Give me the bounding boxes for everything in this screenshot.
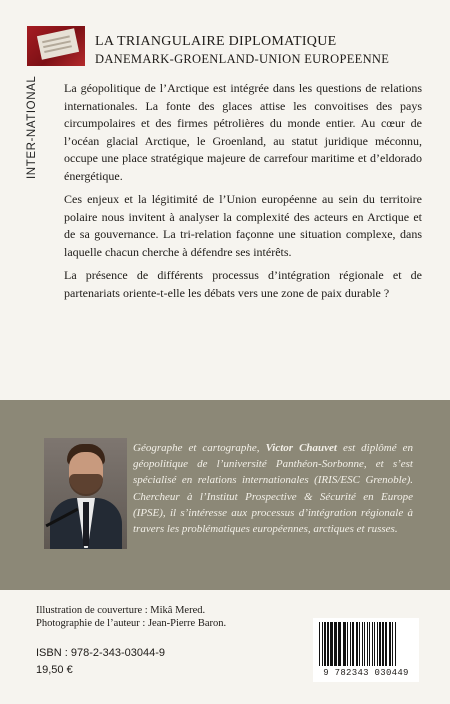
barcode-bar bbox=[389, 622, 391, 666]
barcode-bar bbox=[359, 622, 360, 666]
barcode-bars bbox=[317, 622, 415, 668]
author-bio-rest: est diplômé en géopolitique de l’université Panthéon-Sorbonne, et s’est spécialisé en relations internationales (IRIS/ESC Grenoble). Chercheur à l’Institut Prospective & Sécurité en Europe (IPSE), il s’intéresse aux processus d’intégration régionale à travers les problématiques européennes, arctiques et russes. bbox=[133, 442, 414, 536]
barcode-bar bbox=[367, 622, 368, 666]
credits bbox=[36, 604, 226, 630]
barcode-bar bbox=[377, 622, 378, 666]
barcode-bar bbox=[319, 622, 320, 666]
barcode-bar bbox=[338, 622, 341, 666]
summary-paragraph: La présence de différents processus d’intégration régionale et de partenariats oriente-t-elle les débats vers une zone de paix durable ? bbox=[64, 268, 422, 300]
barcode-icon bbox=[313, 618, 419, 682]
barcode-bar bbox=[369, 622, 370, 666]
barcode-digits: 9 782343 030449 bbox=[323, 668, 409, 678]
barcode-bar bbox=[347, 622, 348, 666]
barcode-bar bbox=[379, 622, 381, 666]
barcode-bar bbox=[385, 622, 387, 666]
barcode-bar bbox=[356, 622, 358, 666]
cover-thumbnail-icon bbox=[27, 26, 85, 66]
cover-illustration-credit: Illustration de couverture : Mikâ Mered. bbox=[36, 605, 206, 616]
book-title: LA TRIANGULAIRE DIPLOMATIQUE bbox=[95, 34, 337, 49]
author-name: Victor Chauvet bbox=[265, 442, 337, 454]
author-bio bbox=[133, 440, 413, 537]
price: 19,50 € bbox=[36, 664, 73, 676]
book-subtitle: DANEMARK-GROENLAND-UNION EUROPEENNE bbox=[95, 52, 390, 66]
barcode-bar bbox=[362, 622, 363, 666]
barcode-bar bbox=[324, 622, 326, 666]
summary-paragraph: La géopolitique de l’Arctique est intégrée dans les questions de relations internationales. La fonte des glaces attise les convoitises des pays circumpolaires et des firmes pétrolières du monde entier. Au cœur de l’océan glacial Arctique, le Groenland, au statut juridique méconnu, occupe une place stratégique majeure de carrefour maritime et d’eldorado énergétique. bbox=[64, 81, 422, 183]
author-photo-credit: Photographie de l’auteur : Jean-Pierre Baron. bbox=[36, 618, 227, 629]
author-photo-icon bbox=[44, 438, 127, 549]
barcode-bar bbox=[374, 622, 375, 666]
barcode-bar bbox=[372, 622, 373, 666]
author-bio-intro: Géographe et cartographe, bbox=[133, 442, 266, 454]
barcode-bar bbox=[352, 622, 354, 666]
barcode-bar bbox=[343, 622, 346, 666]
summary-text bbox=[64, 80, 422, 308]
barcode-bar bbox=[382, 622, 384, 666]
barcode-bar bbox=[322, 622, 323, 666]
barcode-bar bbox=[330, 622, 333, 666]
barcode-bar bbox=[395, 622, 396, 666]
series-name: INTER-NATIONAL bbox=[26, 75, 38, 179]
author-section bbox=[0, 400, 450, 590]
barcode-bar bbox=[327, 622, 329, 666]
summary-paragraph: Ces enjeux et la légitimité de l’Union européenne au sein du territoire polaire nous invitent à analyser la complexité des acteurs en Arctique et de sa gouvernance. La tri-relation façonne une situation complexe, dans laquelle chacun cherche à défendre ses intérêts. bbox=[64, 192, 422, 259]
isbn-number: ISBN : 978-2-343-03044-9 bbox=[36, 647, 166, 659]
isbn-block bbox=[36, 645, 165, 679]
barcode-bar bbox=[392, 622, 393, 666]
barcode-bar bbox=[350, 622, 351, 666]
barcode-bar bbox=[334, 622, 337, 666]
barcode-bar bbox=[364, 622, 365, 666]
